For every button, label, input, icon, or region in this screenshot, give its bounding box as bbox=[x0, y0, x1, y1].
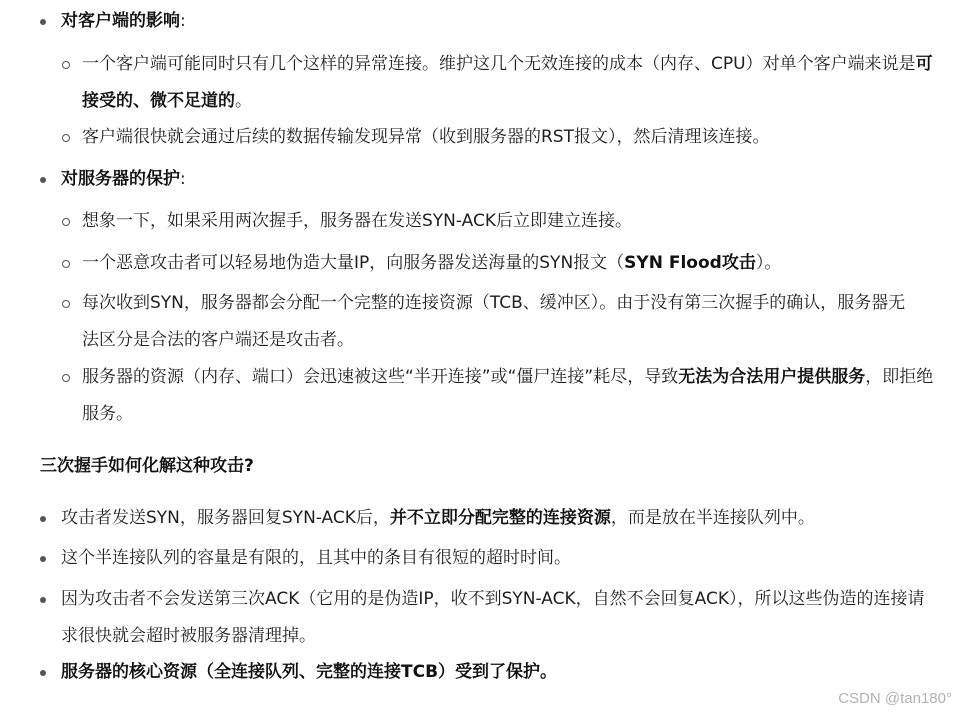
bullet-icon bbox=[40, 556, 46, 562]
list-item: 客户端很快就会通过后续的数据传输发现异常（收到服务器的RST报文），然后清理该连接。 bbox=[82, 127, 770, 147]
section-title: 对服务器的保护 bbox=[61, 169, 180, 189]
bullet-icon bbox=[62, 218, 70, 226]
section-title: 对客户端的影响 bbox=[61, 11, 180, 31]
bullet-icon bbox=[40, 597, 46, 603]
bullet-icon bbox=[62, 134, 70, 142]
list-item: 对客户端的影响: bbox=[61, 11, 186, 31]
list-item: 这个半连接队列的容量是有限的，且其中的条目有很短的超时时间。 bbox=[61, 548, 571, 568]
bullet-icon bbox=[40, 177, 46, 183]
list-item: 攻击者发送SYN，服务器回复SYN-ACK后，并不立即分配完整的连接资源，而是放在半连接队列中。 bbox=[61, 508, 815, 528]
list-item: 一个客户端可能同时只有几个这样的异常连接。维护这几个无效连接的成本（内存、CPU）对单个客户端来说是可接受的、微不足道的。 bbox=[82, 54, 933, 111]
bullet-icon bbox=[62, 260, 70, 268]
list-item: 每次收到SYN，服务器都会分配一个完整的连接资源（TCB、缓冲区）。由于没有第三次握手的确认，服务器无法区分是合法的客户端还是攻击者。 bbox=[82, 293, 906, 350]
watermark: CSDN @tan180° bbox=[838, 690, 952, 707]
bullet-icon bbox=[40, 516, 46, 522]
list-item: 想象一下，如果采用两次握手，服务器在发送SYN-ACK后立即建立连接。 bbox=[82, 211, 633, 231]
list-item: 对服务器的保护: bbox=[61, 169, 186, 189]
bullet-icon bbox=[40, 670, 46, 676]
bullet-icon bbox=[62, 300, 70, 308]
bullet-icon bbox=[62, 61, 70, 69]
list-item: 服务器的核心资源（全连接队列、完整的连接TCB）受到了保护。 bbox=[61, 662, 558, 682]
list-item: 服务器的资源（内存、端口）会迅速被这些“半开连接”或“僵尸连接”耗尽，导致无法为合法用户提供服务，即拒绝服务。 bbox=[82, 367, 934, 424]
bullet-icon bbox=[40, 19, 46, 25]
list-item: 因为攻击者不会发送第三次ACK（它用的是伪造IP，收不到SYN-ACK，自然不会回复ACK），所以这些伪造的连接请求很快就会超时被服务器清理掉。 bbox=[61, 589, 925, 646]
bullet-icon bbox=[62, 374, 70, 382]
list-item: 一个恶意攻击者可以轻易地伪造大量IP，向服务器发送海量的SYN报文（SYN Flood攻击）。 bbox=[82, 253, 782, 273]
section-heading: 三次握手如何化解这种攻击? bbox=[40, 456, 254, 476]
